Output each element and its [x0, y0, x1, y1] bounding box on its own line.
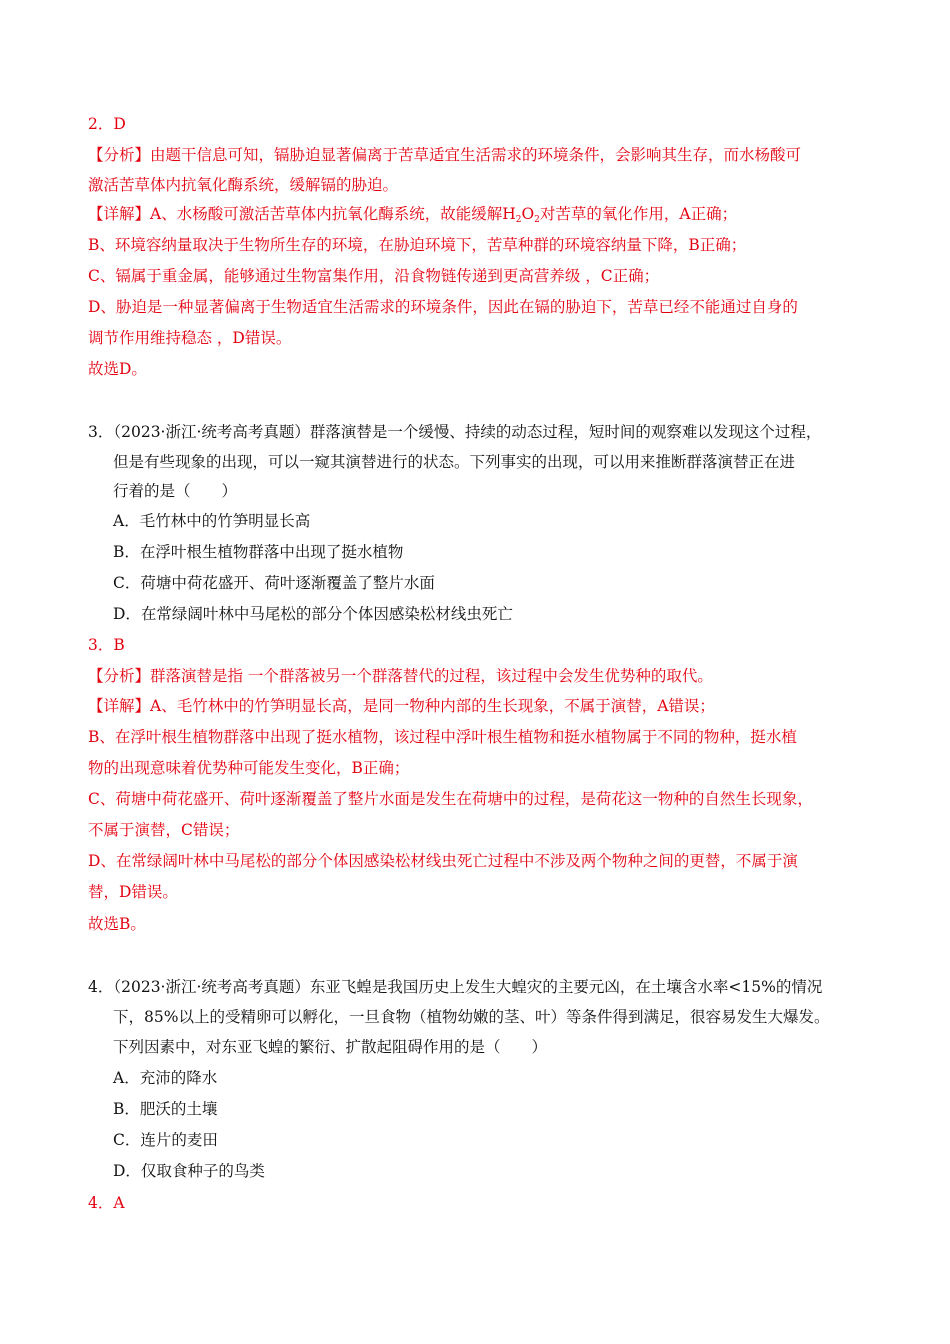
q3-stem-line-2: 但是有些现象的出现，可以一窥其演替进行的状态。下列事实的出现，可以用来推断群落演替正在进	[113, 453, 796, 471]
q2-detail-text-a: 【详解】A、水杨酸可激活苦草体内抗氧化酶系统，故能缓解H	[88, 205, 516, 223]
q4-answer: 4．A	[88, 1194, 125, 1212]
q2-detail-line-2: B、环境容纳量取决于生物所生存的环境，在胁迫环境下，苦草种群的环境容纳量下降，B正确；	[88, 236, 747, 254]
q2-detail-line-4: D、胁迫是一种显著偏离于生物适宜生活需求的环境条件，因此在镉的胁迫下，苦草已经不能通过自身的	[88, 298, 798, 316]
q3-stem-line-1: 3．（2023·浙江·统考高考真题）群落演替是一个缓慢、持续的动态过程，短时间的观察难以发现这个过程，	[88, 423, 822, 441]
q3-answer: 3．B	[88, 636, 125, 654]
q2-detail-subscript-2: 2	[534, 215, 540, 225]
q2-detail-text-b: O	[521, 205, 535, 223]
q2-analysis-line-1: 【分析】由题干信息可知，镉胁迫显著偏离于苦草适宜生活需求的环境条件，会影响其生存，而水杨酸可	[88, 146, 802, 164]
q3-stem-line-3: 行着的是（ ）	[113, 482, 238, 500]
q3-detail-line-7: 替，D错误。	[88, 883, 178, 901]
q3-detail-line-4: C、荷塘中荷花盛开、荷叶逐渐覆盖了整片水面是发生在荷塘中的过程，是荷花这一物种的自然生长现象，	[88, 790, 813, 808]
q3-option-a: A．毛竹林中的竹笋明显长高	[113, 512, 311, 530]
q2-detail-line-5: 调节作用维持稳态 ，D错误。	[88, 329, 292, 347]
q3-detail-line-3: 物的出现意味着优势种可能发生变化，B正确；	[88, 759, 410, 777]
q3-option-d: D．在常绿阔叶林中马尾松的部分个体因感染松材线虫死亡	[113, 605, 513, 623]
q4-option-b: B．肥沃的土壤	[113, 1100, 218, 1118]
q2-detail-subscript-1: 2	[515, 215, 522, 225]
q2-detail-line-3: C、镉属于重金属，能够通过生物富集作用，沿食物链传递到更高营养级 ，C正确；	[88, 267, 660, 285]
q2-detail-line-1	[88, 203, 737, 225]
q4-option-d: D．仅取食种子的鸟类	[113, 1162, 265, 1180]
q3-detail-line-1: 【详解】A、毛竹林中的竹笋明显长高，是同一物种内部的生长现象，不属于演替，A错误；	[88, 697, 715, 715]
q3-detail-line-2: B、在浮叶根生植物群落中出现了挺水植物，该过程中浮叶根生植物和挺水植物属于不同的物种，挺水植	[88, 728, 797, 746]
q2-conclusion: 故选D。	[88, 360, 147, 378]
q2-answer: 2．D	[88, 115, 126, 133]
q3-option-b: B．在浮叶根生植物群落中出现了挺水植物	[113, 543, 404, 561]
q4-option-a: A．充沛的降水	[113, 1069, 218, 1087]
q3-detail-line-6: D、在常绿阔叶林中马尾松的部分个体因感染松材线虫死亡过程中不涉及两个物种之间的更替，不属于演	[88, 852, 798, 870]
q3-option-c: C．荷塘中荷花盛开、荷叶逐渐覆盖了整片水面	[113, 574, 435, 592]
q2-detail-text-c: 对苦草的氧化作用，A正确；	[539, 205, 738, 223]
q4-stem-line-2: 下，85%以上的受精卵可以孵化，一旦食物（植物幼嫩的茎、叶）等条件得到满足，很容易发生大爆发。	[113, 1008, 830, 1026]
q3-analysis: 【分析】群落演替是指 一个群落被另一个群落替代的过程，该过程中会发生优势种的取代。	[88, 667, 713, 685]
q4-stem-line-1: 4．（2023·浙江·统考高考真题）东亚飞蝗是我国历史上发生大蝗灾的主要元凶，在土壤含水率<15%的情况	[88, 978, 823, 996]
q2-analysis-line-2: 激活苦草体内抗氧化酶系统，缓解镉的胁迫。	[88, 176, 399, 194]
q4-stem-line-3: 下列因素中，对东亚飞蝗的繁衍、扩散起阻碍作用的是（ ）	[113, 1038, 548, 1056]
q3-detail-line-5: 不属于演替，C错误；	[88, 821, 240, 839]
q3-conclusion: 故选B。	[88, 915, 146, 933]
q4-option-c: C．连片的麦田	[113, 1131, 218, 1149]
